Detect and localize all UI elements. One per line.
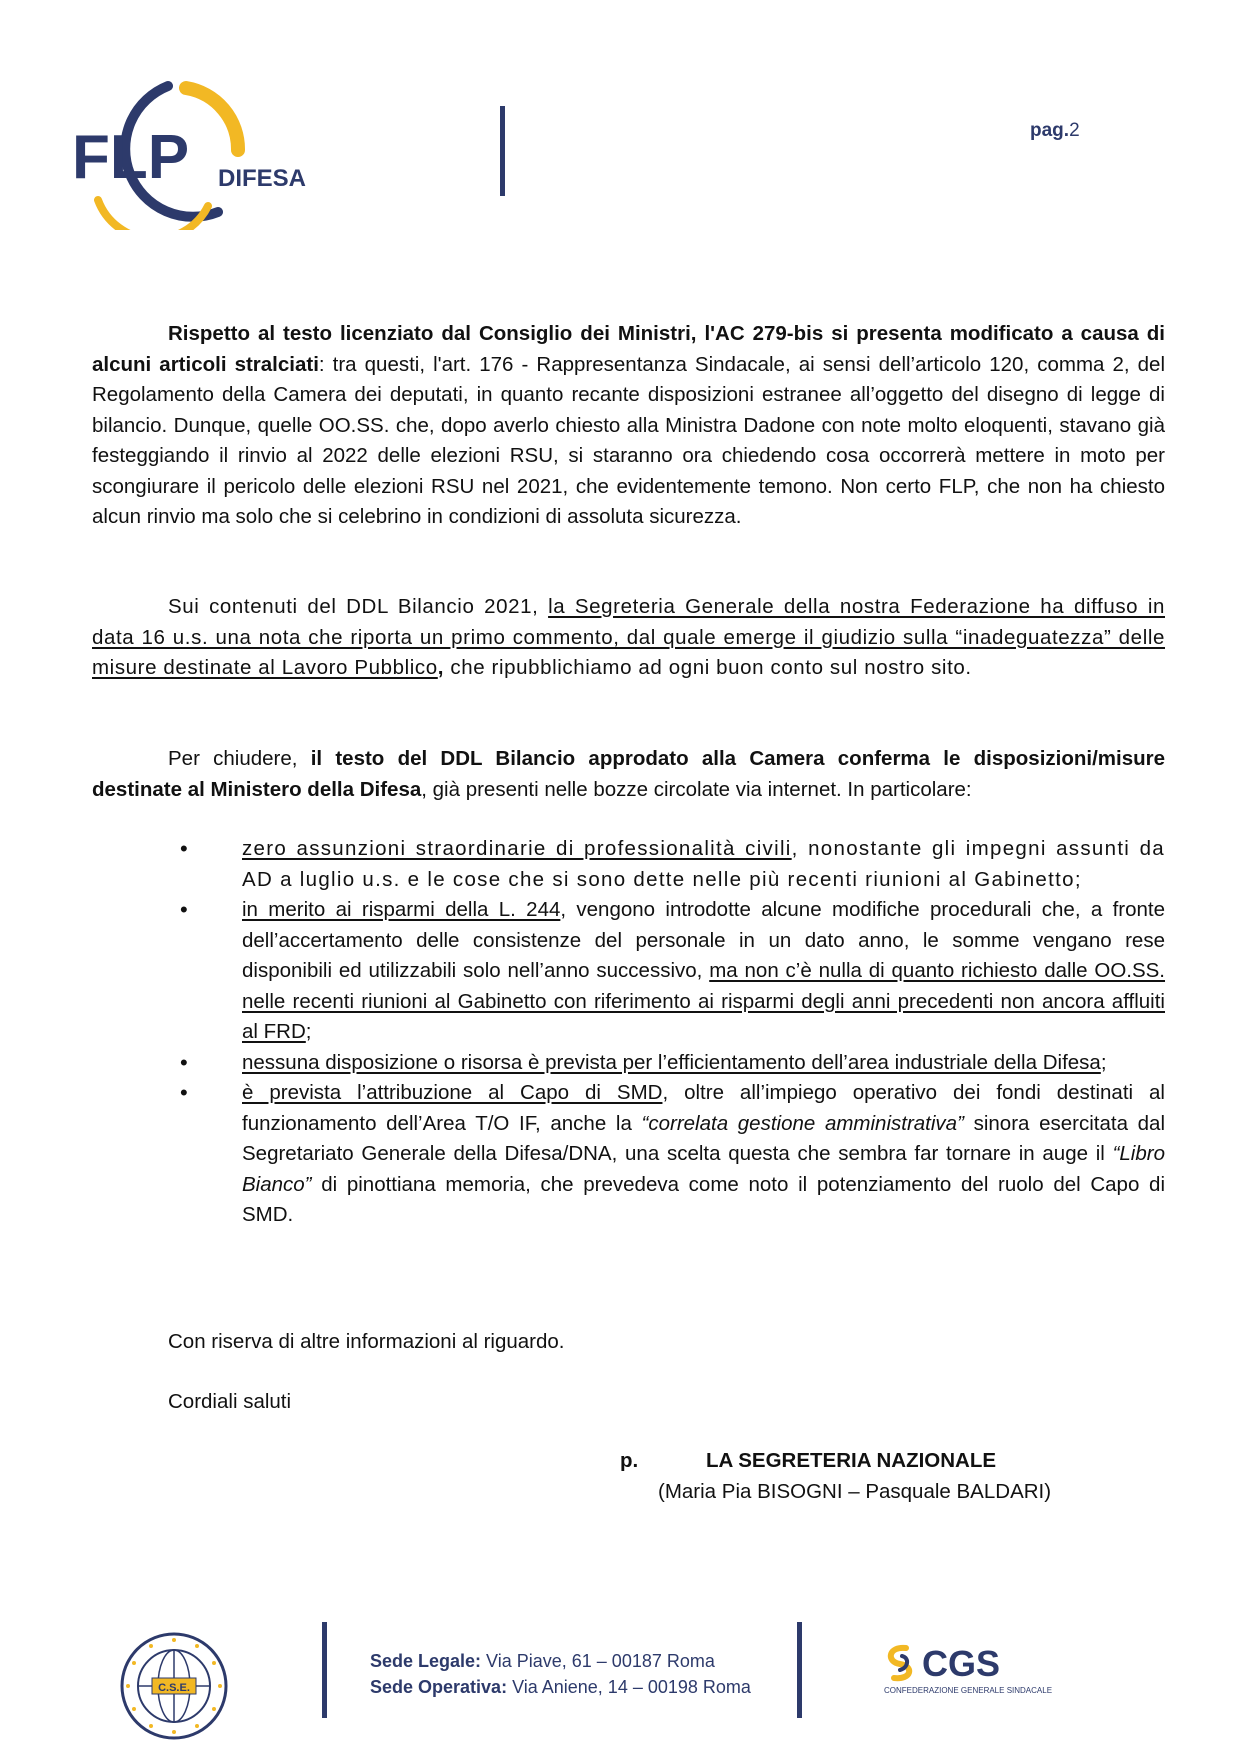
logo-subtext: DIFESA <box>218 165 307 192</box>
para1-bold: Rispetto al testo licenziato dal Consiglio dei Ministri, l'AC 279-bis si presenta modificato a causa di alcuni articoli stralciati <box>92 322 1165 376</box>
cse-seal-logo <box>118 1630 230 1742</box>
para2-end: che ripubblichiamo ad ogni buon conto sul nostro sito. <box>444 656 972 679</box>
closing-line-2: Cordiali saluti <box>168 1390 292 1413</box>
flp-difesa-logo <box>68 80 328 230</box>
seal-text: C.S.E. <box>158 1682 190 1694</box>
closing-line-1: Con riserva di altre informazioni al riguardo. <box>168 1330 565 1353</box>
footer-address <box>370 1648 751 1700</box>
footer-divider-right <box>797 1622 802 1718</box>
cgs-subtext: CONFEDERAZIONE GENERALE SINDACALE <box>884 1686 1053 1695</box>
para3-start: Per chiudere, <box>168 747 311 770</box>
list-item <box>92 1078 1165 1231</box>
signature-names: (Maria Pia BISOGNI – Pasquale BALDARI) <box>658 1480 1052 1503</box>
para2-start: Sui contenuti del DDL Bilancio 2021, <box>168 595 549 618</box>
bullet4-mid1: , oltre all’impiego operativo dei fondi destinati al funzionamento dell’Area T/O IF, anche la <box>242 1081 1165 1135</box>
bullet4-italic2: “Libro Bianco” <box>242 1142 1165 1196</box>
bullet1-underlined: zero assunzioni straordinarie di professionalità civili <box>242 837 792 860</box>
bullet2-underlined: in merito ai risparmi della L. 244 <box>242 898 561 921</box>
list-item <box>92 834 1165 895</box>
paragraph-1 <box>92 319 1165 533</box>
cgs-logo <box>878 1638 1078 1698</box>
header-divider <box>500 106 505 196</box>
legal-address <box>370 1648 751 1674</box>
signature-prefix: p. <box>620 1449 639 1472</box>
cgs-text: CGS <box>922 1643 1001 1684</box>
bullet3-underlined: nessuna disposizione o risorsa è prevista per l’efficientamento dell’area industriale della Difesa <box>242 1050 1101 1074</box>
bullet2-underlined-2: ma non c’è nulla di quanto richiesto dalle OO.SS. nelle recenti riunioni al Gabinetto con riferimento ai risparmi degli anni precedenti non ancora affluiti al FRD <box>242 959 1166 1043</box>
page-number <box>1030 120 1080 142</box>
paragraph-2 <box>92 592 1165 684</box>
bullet2-mid: , vengono introdotte alcune modifiche procedurali che, a fronte dell’accertamento delle consistenze del personale in un dato anno, le somme vengano rese disponibili ed utilizzabili solo nell’anno successivo, <box>242 898 1165 982</box>
bullet-icon: • <box>180 1080 188 1105</box>
paragraph-3 <box>92 744 1165 805</box>
bullet4-underlined: è prevista l’attribuzione al Capo di SMD <box>242 1081 663 1104</box>
para3-bold: il testo del DDL Bilancio approdato alla Camera conferma le disposizioni/misure destinate al Ministero della Difesa <box>92 747 1165 801</box>
para2-comma: , <box>437 656 445 679</box>
bullet-icon: • <box>180 836 190 861</box>
legal-value: Via Piave, 61 – 00187 Roma <box>481 1651 715 1671</box>
page-label: pag. <box>1030 120 1070 141</box>
op-value: Via Aniene, 14 – 00198 Roma <box>507 1677 751 1697</box>
bullet-list <box>92 834 1165 1231</box>
legal-label: Sede Legale: <box>370 1651 482 1671</box>
list-item <box>92 1048 1165 1079</box>
bullet2-end: ; <box>305 1020 312 1043</box>
bullet4-italic1: “correlata gestione amministrativa” <box>641 1111 964 1135</box>
para1-rest: : tra questi, l'art. 176 - Rappresentanza Sindacale, ai sensi dell’articolo 120, comma 2, del Regolamento della Camera dei deputati, in quanto recante disposizioni estranee all’oggetto del disegno di legge di bilancio. Dunque, quelle OO.SS. che, dopo averlo chiesto alla Ministra Dadone con note molto eloquenti, stavano già festeggiando il rinvio al 2022 delle elezioni RSU, si staranno ora chiedendo cosa occorrerà mettere in moto per scongiurare il pericolo delle elezioni RSU nel 2021, che evidentemente temono. Non certo FLP, che non ha chiesto alcun rinvio ma solo che si celebrino in condizioni di assoluta sicurezza. <box>92 352 1165 528</box>
logo-text: FLP <box>72 123 190 192</box>
para2-underlined: la Segreteria Generale della nostra Federazione ha diffuso in data 16 u.s. una nota che riporta un primo commento, dal quale emerge il giudizio sulla “inadeguatezza” delle misure destinate al Lavoro Pubblico <box>92 595 1165 679</box>
operative-address <box>370 1674 751 1700</box>
bullet4-end: di pinottiana memoria, che prevedeva come noto il potenziamento del ruolo del Capo di SMD. <box>242 1172 1165 1226</box>
bullet-icon: • <box>180 897 188 922</box>
footer-divider-left <box>322 1622 327 1718</box>
bullet4-mid2: sinora esercitata dal Segretariato Generale della Difesa/DNA, una scelta questa che sembra far tornare in auge il <box>242 1111 1165 1165</box>
bullet1-rest: , nonostante gli impegni assunti da AD a luglio u.s. e le cose che si sono dette nelle più recenti riunioni al Gabinetto; <box>242 837 1165 891</box>
para3-end: , già presenti nelle bozze circolate via internet. In particolare: <box>421 777 972 801</box>
page-number-value: 2 <box>1069 120 1080 141</box>
bullet-icon: • <box>180 1049 188 1075</box>
signature-title: LA SEGRETERIA NAZIONALE <box>706 1449 997 1472</box>
bullet3-end: ; <box>1100 1050 1107 1074</box>
list-item <box>92 895 1165 1048</box>
op-label: Sede Operativa: <box>370 1677 508 1697</box>
